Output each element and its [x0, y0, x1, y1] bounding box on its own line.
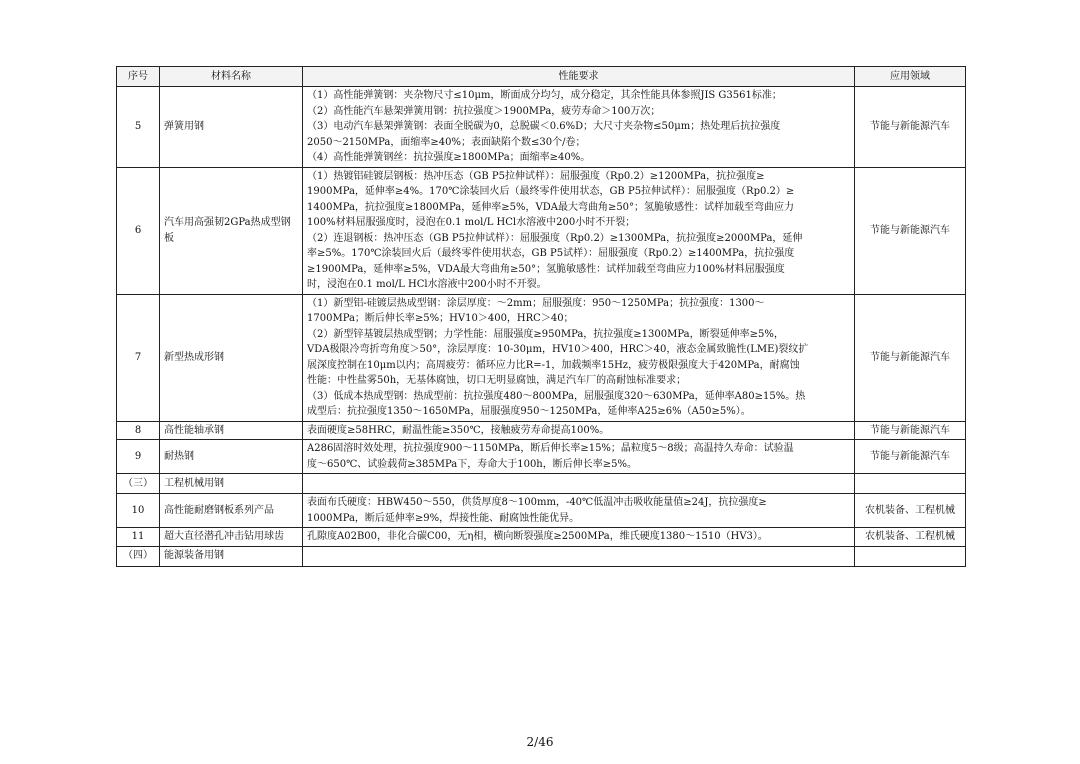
- section-title: 工程机械用钢: [160, 474, 303, 494]
- performance-requirements: [303, 294, 855, 421]
- section-row-engineering-machinery: [117, 474, 966, 494]
- section-number: （三）: [117, 474, 160, 494]
- spec-line: 表面硬度≥58HRC，耐温性能≥350℃，接触疲劳寿命提高100%。: [307, 424, 610, 436]
- table-body-machinery: [117, 494, 966, 547]
- spec-line: （1）新型铝-硅镀层热成型钢：涂层厚度：～2mm；屈服强度：950～1250MPa；抗拉强度：1300～: [307, 297, 765, 309]
- material-spec-table: [116, 66, 966, 567]
- table-row: [117, 421, 966, 440]
- table-row: [117, 528, 966, 547]
- table-row: [117, 87, 966, 168]
- material-name: 新型热成形钢: [160, 294, 303, 421]
- table-section-4: [117, 546, 966, 566]
- spec-line: 时，浸泡在0.1 mol/L HCl水溶液中200小时不开裂。: [307, 279, 547, 290]
- row-number: 11: [117, 528, 160, 547]
- row-number: 8: [117, 421, 160, 440]
- performance-requirements: [303, 167, 855, 294]
- spec-line: 1900MPa，延伸率≥4%。170℃涂装回火后（最终零件使用状态，GB P5拉伸试样）：屈服强度（Rp0.2）≥: [307, 186, 795, 197]
- spec-line: （3）低成本热成型钢：热成型前：抗拉强度480～800MPa，屈服强度320～630MPa，延伸率A80≥15%。热: [307, 390, 806, 402]
- material-name: 耐热钢: [160, 440, 303, 474]
- material-name: 弹簧用钢: [160, 87, 303, 168]
- spec-line: 率≥5%。170℃涂装回火后（最终零件使用状态，GB P5试样）：屈服强度（Rp0.2）≥1400MPa，抗拉强度: [307, 248, 795, 259]
- material-name: 汽车用高强韧2GPa热成型钢板: [160, 167, 303, 294]
- performance-requirements: [303, 421, 855, 440]
- section-empty-cell: [855, 474, 966, 494]
- spec-line: （4）高性能弹簧钢丝：抗拉强度≥1800MPa；面缩率≥40%。: [307, 152, 591, 163]
- table-section-3: [117, 474, 966, 494]
- spec-line: （2）新型锌基镀层热成型钢；力学性能：屈服强度≥950MPa，抗拉强度≥1300MPa，断裂延伸率≥5%，: [307, 328, 784, 340]
- application-field: 节能与新能源汽车: [855, 167, 966, 294]
- table-row: [117, 294, 966, 421]
- header-no: 序号: [117, 67, 160, 87]
- application-field: 节能与新能源汽车: [855, 440, 966, 474]
- material-name: 超大直径潜孔冲击钻用球齿: [160, 528, 303, 547]
- spec-line: 2050～2150MPa，面缩率≥40%；表面缺陷个数≤30个/卷；: [307, 136, 586, 148]
- application-field: 农机装备、工程机械: [855, 528, 966, 547]
- spec-line: VDA极限冷弯折弯角度＞50°，涂层厚度：10-30μm，HV10＞400，HRC＞40，液态金属致脆性(LME)裂纹扩: [307, 344, 809, 355]
- table-body-automotive: [117, 87, 966, 474]
- row-number: 6: [117, 167, 160, 294]
- spec-line: （1）高性能弹簧钢：夹杂物尺寸≤10μm，断面成分均匀，成分稳定，其余性能具体参照JIS G3561标准；: [307, 90, 782, 101]
- spec-line: 1000MPa，断后延伸率≥9%，焊接性能、耐腐蚀性能优异。: [307, 512, 580, 524]
- spec-line: ≥1900MPa，延伸率≥5%，VDA最大弯曲角≥50°；氢脆敏感性：试样加载至弯曲应力100%材料屈服强度: [307, 263, 785, 275]
- spec-line: （3）电动汽车悬架弹簧钢：表面全脱碳为0，总脱碳＜0.6%D；大尺寸夹杂物≤50μm；热处理后抗拉强度: [307, 121, 781, 132]
- section-empty-cell: [303, 474, 855, 494]
- row-number: 10: [117, 494, 160, 528]
- application-field: 节能与新能源汽车: [855, 87, 966, 168]
- page-number: 2/46: [526, 735, 554, 749]
- spec-line: 成型后：抗拉强度1350～1650MPa，屈服强度950～1250MPa，延伸率A25≥6%（A50≥5%）。: [307, 406, 751, 417]
- section-row-energy-equipment: [117, 546, 966, 566]
- spec-line: （2）连退钢板：热冲压态（GB P5拉伸试样）：屈服强度（Rp0.2）≥1300MPa，抗拉强度≥2000MPa，延伸: [307, 232, 803, 244]
- section-number: （四）: [117, 546, 160, 566]
- spec-line: 孔隙度A02B00，非化合碳C00，无η相，横向断裂强度≥2500MPa，维氏硬度1380～1510（HV3）。: [307, 531, 768, 542]
- spec-line: 性能：中性盐雾50h，无基体腐蚀，切口无明显腐蚀，满足汽车厂的高耐蚀标准要求；: [307, 375, 687, 386]
- application-field: 节能与新能源汽车: [855, 421, 966, 440]
- header-field: 应用领域: [855, 67, 966, 87]
- performance-requirements: [303, 494, 855, 528]
- section-empty-cell: [855, 546, 966, 566]
- performance-requirements: [303, 440, 855, 474]
- table-header-row: [117, 67, 966, 87]
- spec-line: （2）高性能汽车悬架弹簧用钢：抗拉强度＞1900MPa，疲劳寿命＞100万次；: [307, 105, 661, 117]
- spec-line: A286固溶时效处理，抗拉强度900～1150MPa，断后伸长率≥15%；晶粒度5～8级；高温持久寿命：试验温: [307, 443, 794, 454]
- row-number: 9: [117, 440, 160, 474]
- spec-line: 100%材料屈服强度时，浸泡在0.1 mol/L HCl水溶液中200小时不开裂；: [307, 217, 636, 228]
- spec-line: （1）热镀铝硅镀层钢板：热冲压态（GB P5拉伸试样）：屈服强度（Rp0.2）≥1200MPa，抗拉强度≥: [307, 170, 765, 182]
- table-row: [117, 167, 966, 294]
- row-number: 7: [117, 294, 160, 421]
- spec-line: 表面布氏硬度：HBW450～550，供货厚度8～100mm，-40℃低温冲击吸收能量值≥24J，抗拉强度≥: [307, 497, 767, 508]
- header-spec: 性能要求: [303, 67, 855, 87]
- header-name: 材料名称: [160, 67, 303, 87]
- section-empty-cell: [303, 546, 855, 566]
- performance-requirements: [303, 87, 855, 168]
- spec-line: 1700MPa；断后伸长率≥5%；HV10＞400，HRC＞40；: [307, 313, 574, 324]
- spec-line: 度～650℃、试验载荷≥385MPa下，寿命大于100h，断后伸长率≥5%。: [307, 458, 637, 470]
- application-field: 节能与新能源汽车: [855, 294, 966, 421]
- spec-line: 展深度控制在10μm以内；高周疲劳：循环应力比R=-1，加载频率15Hz，疲劳极限强度大于420MPa，耐腐蚀: [307, 359, 800, 371]
- section-title: 能源装备用钢: [160, 546, 303, 566]
- table-row: [117, 494, 966, 528]
- row-number: 5: [117, 87, 160, 168]
- material-name: 高性能耐磨钢板系列产品: [160, 494, 303, 528]
- spec-line: 1400MPa，抗拉强度≥1800MPa，延伸率≥5%，VDA最大弯曲角≥50°；氢脆敏感性：试样加载至弯曲应力: [307, 201, 795, 213]
- application-field: 农机装备、工程机械: [855, 494, 966, 528]
- table-row: [117, 440, 966, 474]
- material-name: 高性能轴承钢: [160, 421, 303, 440]
- performance-requirements: [303, 528, 855, 547]
